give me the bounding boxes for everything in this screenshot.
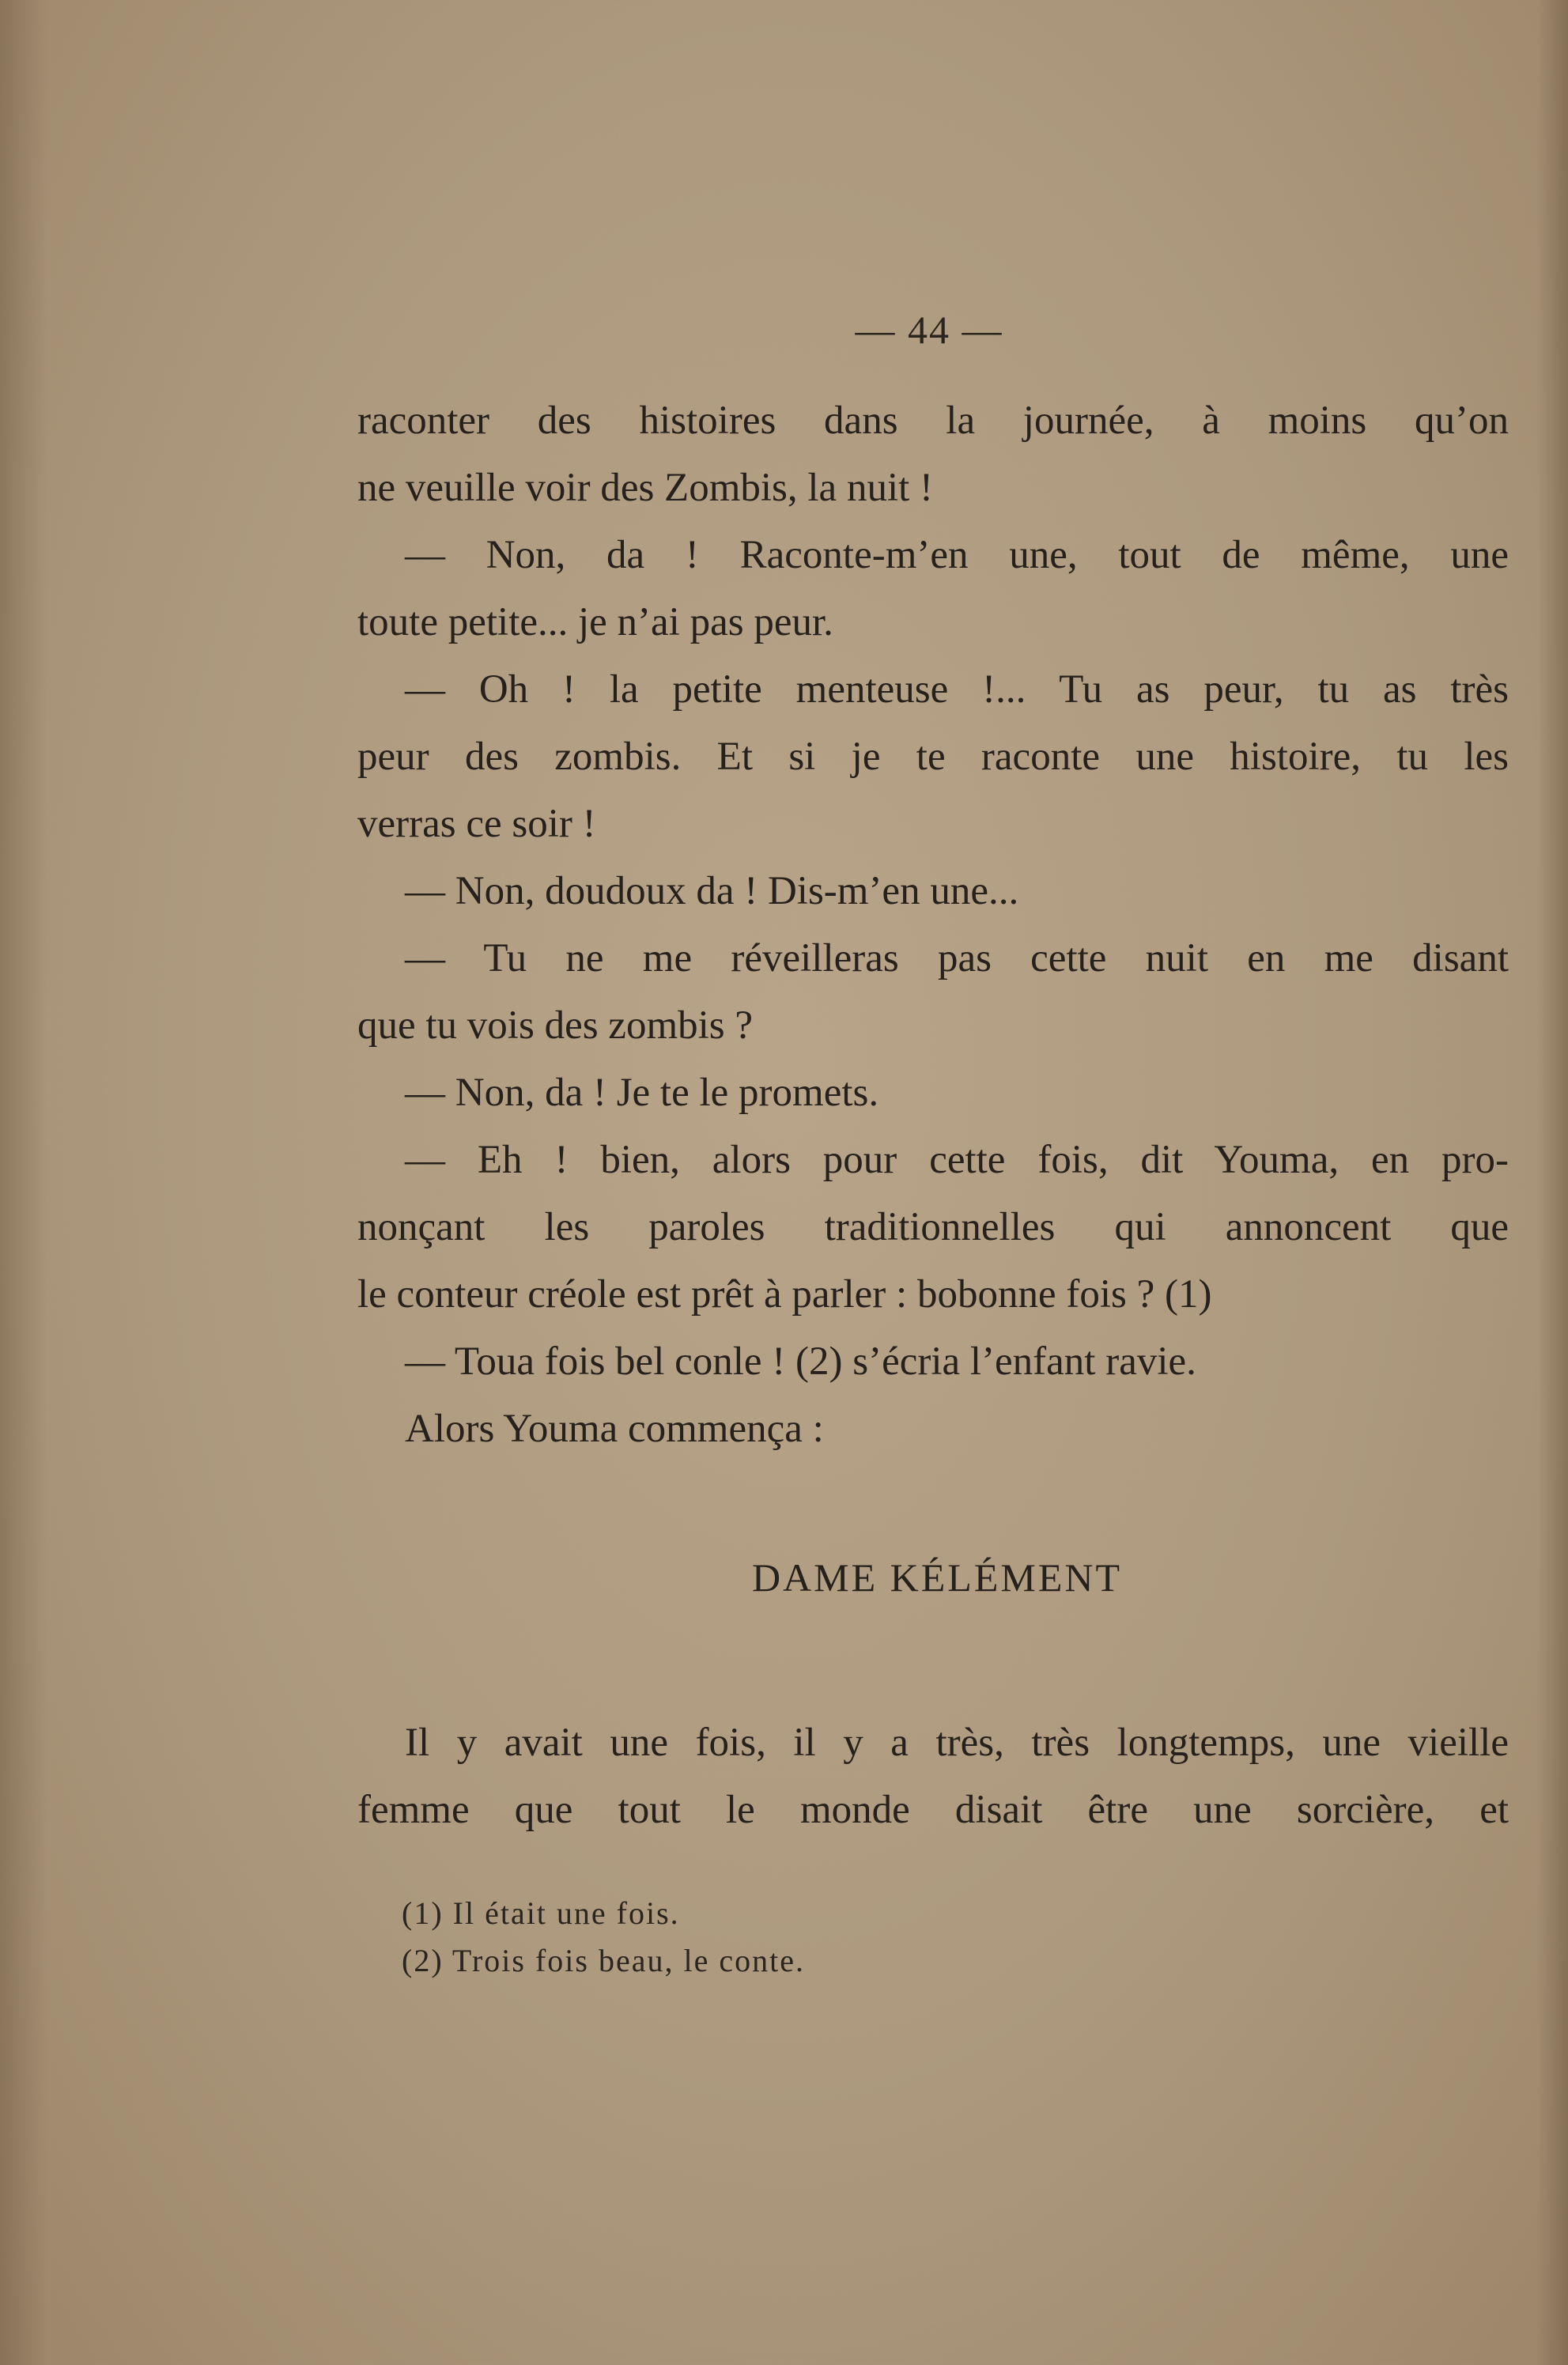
story-text-block bbox=[357, 1710, 1509, 1844]
page-number: — 44 — bbox=[855, 308, 1003, 352]
text-line: que tu vois des zombis ? bbox=[357, 1003, 754, 1048]
text-line: ne veuille voir des Zombis, la nuit ! bbox=[357, 466, 934, 510]
footnotes bbox=[402, 1890, 1430, 1985]
text-line: Il y avait une fois, il y a très, très longtemps, une vieille bbox=[405, 1721, 1509, 1765]
text-line: — Tu ne me réveilleras pas cette nuit en me disant bbox=[405, 936, 1509, 980]
footnote: (1) Il était une fois. bbox=[402, 1895, 680, 1931]
text-line: — Non, da ! Raconte-m’en une, tout de même, une bbox=[405, 533, 1509, 577]
text-line: — Toua fois bel conle ! (2) s’écria l’enfant ravie. bbox=[405, 1339, 1196, 1384]
page-edge-shadow-right bbox=[1536, 0, 1568, 2365]
text-line: — Oh ! la petite menteuse !... Tu as peur, tu as très bbox=[405, 667, 1509, 712]
text-line: verras ce soir ! bbox=[357, 802, 596, 846]
story-title: DAME KÉLÉMENT bbox=[751, 1555, 1123, 1600]
text-line: toute petite... je n’ai pas peur. bbox=[357, 600, 833, 644]
text-line: — Eh ! bien, alors pour cette fois, dit Youma, en pro- bbox=[405, 1138, 1509, 1182]
text-line: — Non, doudoux da ! Dis-m’en une... bbox=[405, 869, 1019, 913]
text-line: — Non, da ! Je te le promets. bbox=[405, 1071, 879, 1115]
text-line: le conteur créole est prêt à parler : bobonne fois ? (1) bbox=[357, 1272, 1212, 1317]
text-line: peur des zombis. Et si je te raconte une histoire, tu les bbox=[357, 735, 1509, 779]
footnote: (2) Trois fois beau, le conte. bbox=[402, 1943, 805, 1978]
text-line: Alors Youma commença : bbox=[405, 1407, 824, 1451]
text-line: raconter des histoires dans la journée, à moins qu’on bbox=[357, 399, 1509, 443]
dialogue-text-block bbox=[357, 387, 1509, 1463]
page-edge-shadow-left bbox=[0, 0, 47, 2365]
text-line: femme que tout le monde disait être une sorcière, et bbox=[357, 1788, 1509, 1832]
text-line: nonçant les paroles traditionnelles qui annoncent que bbox=[357, 1205, 1509, 1249]
